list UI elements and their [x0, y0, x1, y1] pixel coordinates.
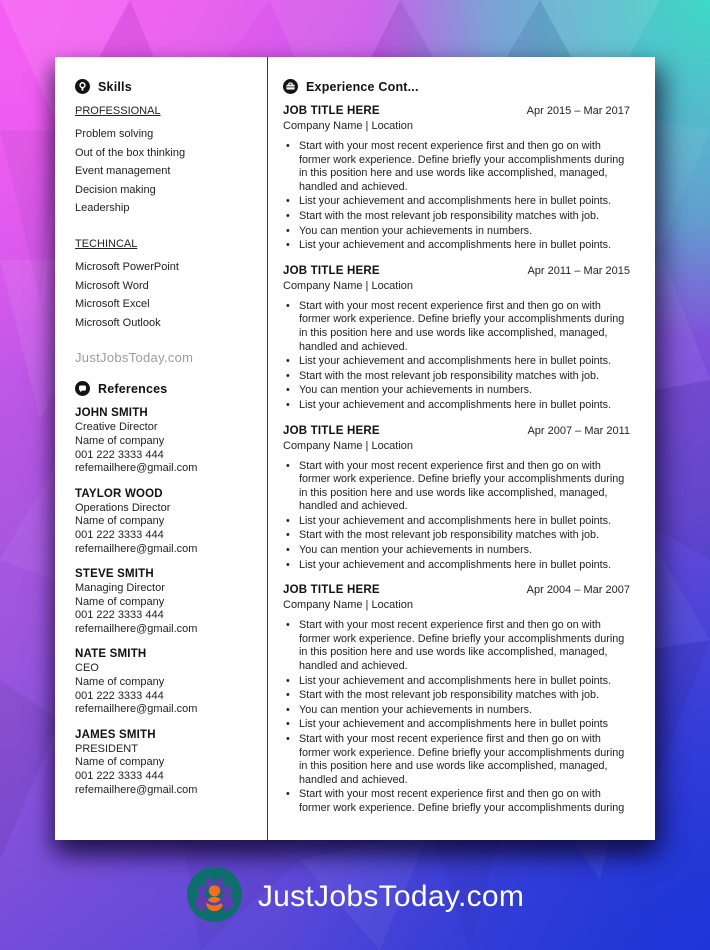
reference-phone: 001 222 3333 444: [75, 770, 164, 783]
job-bullet-list: [283, 300, 630, 413]
skill-item: Microsoft PowerPoint: [75, 260, 179, 273]
job-header: [283, 265, 630, 277]
reference-email: refemailhere@gmail.com: [75, 783, 198, 796]
job-header: [283, 105, 630, 117]
skills-groups: [75, 105, 255, 332]
job-bullet: • You can mention your achievements in numbers.: [283, 384, 630, 398]
job-bullet: • List your achievement and accomplishments here in bullet points: [283, 718, 630, 732]
reference-role: PRESIDENT: [75, 742, 138, 755]
job-bullet: • Start with the most relevant job responsibility matches with job.: [283, 529, 630, 543]
reference-phone: 001 222 3333 444: [75, 448, 164, 461]
skills-header: [75, 79, 255, 94]
reference-phone: 001 222 3333 444: [75, 609, 164, 622]
job-bullet: • List your achievement and accomplishments here in bullet points.: [283, 239, 630, 253]
reference-role: Creative Director: [75, 421, 158, 434]
reference-email: refemailhere@gmail.com: [75, 703, 198, 716]
job-bullet: • You can mention your achievements in numbers.: [283, 544, 630, 558]
reference-role: Operations Director: [75, 501, 171, 514]
resume-right-column: [268, 57, 655, 840]
skill-item: Problem solving: [75, 128, 154, 140]
reference-company: Name of company: [75, 515, 165, 528]
job-bullet: • List your achievement and accomplishments here in bullet points.: [283, 559, 630, 573]
job-bullet: • List your achievement and accomplishments here in bullet points.: [283, 515, 630, 529]
job-company: Company Name | Location: [283, 120, 414, 132]
job-bullet: • Start with the most relevant job responsibility matches with job.: [283, 210, 630, 224]
reference-name: STEVE SMITH: [75, 568, 154, 581]
job-bullet: • Start with the most relevant job responsibility matches with job.: [283, 370, 630, 384]
skill-item: Leadership: [75, 202, 130, 215]
job-header: [283, 584, 630, 596]
job-bullet: • You can mention your achievements in numbers.: [283, 704, 630, 718]
reference-entry: [75, 407, 255, 475]
job-header: [283, 425, 630, 437]
skill-group-heading: PROFESSIONAL: [75, 105, 161, 117]
job-bullet: • List your achievement and accomplishments here in bullet points.: [283, 195, 630, 209]
job-title: JOB TITLE HERE: [283, 105, 380, 117]
skill-item: Microsoft Excel: [75, 298, 150, 311]
skill-group: [75, 105, 255, 218]
reference-entry: [75, 488, 255, 556]
reference-list: [75, 407, 255, 797]
job-title: JOB TITLE HERE: [283, 584, 380, 597]
job-bullet: • Start with your most recent experience first and then go on with former work experience. Define briefly your accomplishments during in this position here and use words like accomplished, managed, handled and achieved.: [283, 300, 630, 354]
reference-name: TAYLOR WOOD: [75, 487, 163, 500]
reference-entry: [75, 729, 255, 797]
resume-page: [55, 57, 655, 840]
skill-item: Microsoft Word: [75, 279, 149, 292]
skill-item: Out of the box thinking: [75, 146, 186, 159]
skill-item: Microsoft Outlook: [75, 316, 161, 329]
reference-entry: [75, 648, 255, 716]
reference-email: refemailhere@gmail.com: [75, 462, 198, 475]
reference-name: JOHN SMITH: [75, 407, 148, 420]
reference-phone: 001 222 3333 444: [75, 689, 164, 702]
job-bullet-list: [283, 140, 630, 253]
skill-item: Decision making: [75, 183, 156, 196]
experience-title: Experience Cont...: [306, 79, 419, 94]
skills-icon: [75, 79, 90, 94]
job-bullet: • You can mention your achievements in numbers.: [283, 225, 630, 239]
reference-company: Name of company: [75, 434, 165, 447]
reference-company: Name of company: [75, 756, 165, 769]
job-dates: Apr 2011 – Mar 2015: [527, 264, 630, 277]
job-bullet: • List your achievement and accomplishments here in bullet points.: [283, 355, 630, 369]
skill-items: [75, 258, 255, 332]
job-bullet-list: [283, 460, 630, 573]
job-company: Company Name | Location: [283, 439, 414, 452]
resume-left-column: [55, 57, 268, 840]
job-bullet-list: [283, 619, 630, 815]
job-title: JOB TITLE HERE: [283, 264, 380, 277]
job-bullet: • Start with your most recent experience first and then go on with former work experience. Define briefly your accomplishments during in this position here and use words like accomplished, managed, handled and achieved.: [283, 733, 630, 787]
job-bullet: • Start with your most recent experience first and then go on with former work experience. Define briefly your accomplishments during: [283, 788, 630, 815]
experience-briefcase-icon: [283, 79, 298, 94]
job-bullet: • List your achievement and accomplishments here in bullet points.: [283, 675, 630, 689]
job-list: [283, 105, 630, 816]
job-dates: Apr 2004 – Mar 2007: [526, 584, 630, 597]
reference-name: JAMES SMITH: [75, 728, 156, 741]
job-bullet: • Start with the most relevant job responsibility matches with job.: [283, 689, 630, 703]
skill-group: [75, 238, 255, 332]
skills-title: Skills: [98, 79, 132, 94]
reference-name: NATE SMITH: [75, 648, 147, 661]
site-footer: [0, 866, 710, 928]
references-title: References: [98, 381, 168, 396]
reference-phone: 001 222 3333 444: [75, 528, 164, 541]
skill-item: Event management: [75, 165, 171, 178]
job-dates: Apr 2007 – Mar 2011: [527, 424, 630, 437]
job-entry: [283, 425, 630, 573]
experience-header: [283, 79, 630, 94]
footer-brand-text: JustJobsToday.com: [257, 880, 525, 913]
job-bullet: • List your achievement and accomplishments here in bullet points.: [283, 399, 630, 413]
reference-company: Name of company: [75, 676, 165, 689]
job-entry: [283, 265, 630, 413]
job-bullet: • Start with your most recent experience first and then go on with former work experience. Define briefly your accomplishments during in this position here and use words like accomplished, managed, handled and achieved.: [283, 140, 630, 194]
job-title: JOB TITLE HERE: [283, 424, 380, 437]
job-entry: [283, 105, 630, 253]
reference-email: refemailhere@gmail.com: [75, 622, 198, 635]
job-company: Company Name | Location: [283, 279, 414, 292]
reference-role: Managing Director: [75, 582, 165, 595]
job-dates: Apr 2015 – Mar 2017: [526, 105, 630, 117]
references-icon: [75, 381, 90, 396]
job-entry: [283, 584, 630, 815]
watermark-text: JustJobsToday.com: [75, 350, 194, 366]
justjobstoday-logo-icon: [186, 866, 243, 928]
skills-section: [75, 79, 255, 332]
reference-entry: [75, 568, 255, 636]
skill-items: [75, 125, 255, 218]
skill-group-heading: TECHINCAL: [75, 237, 138, 250]
job-company: Company Name | Location: [283, 599, 414, 612]
job-bullet: • Start with your most recent experience first and then go on with former work experience. Define briefly your accomplishments during in this position here and use words like accomplished, managed, handled and achieved.: [283, 460, 630, 514]
job-bullet: • Start with your most recent experience first and then go on with former work experience. Define briefly your accomplishments during in this position here and use words like accomplished, managed, handled and achieved.: [283, 619, 630, 673]
reference-company: Name of company: [75, 595, 165, 608]
references-header: [75, 381, 255, 396]
references-section: [75, 381, 255, 797]
reference-email: refemailhere@gmail.com: [75, 542, 198, 555]
reference-role: CEO: [75, 662, 99, 675]
